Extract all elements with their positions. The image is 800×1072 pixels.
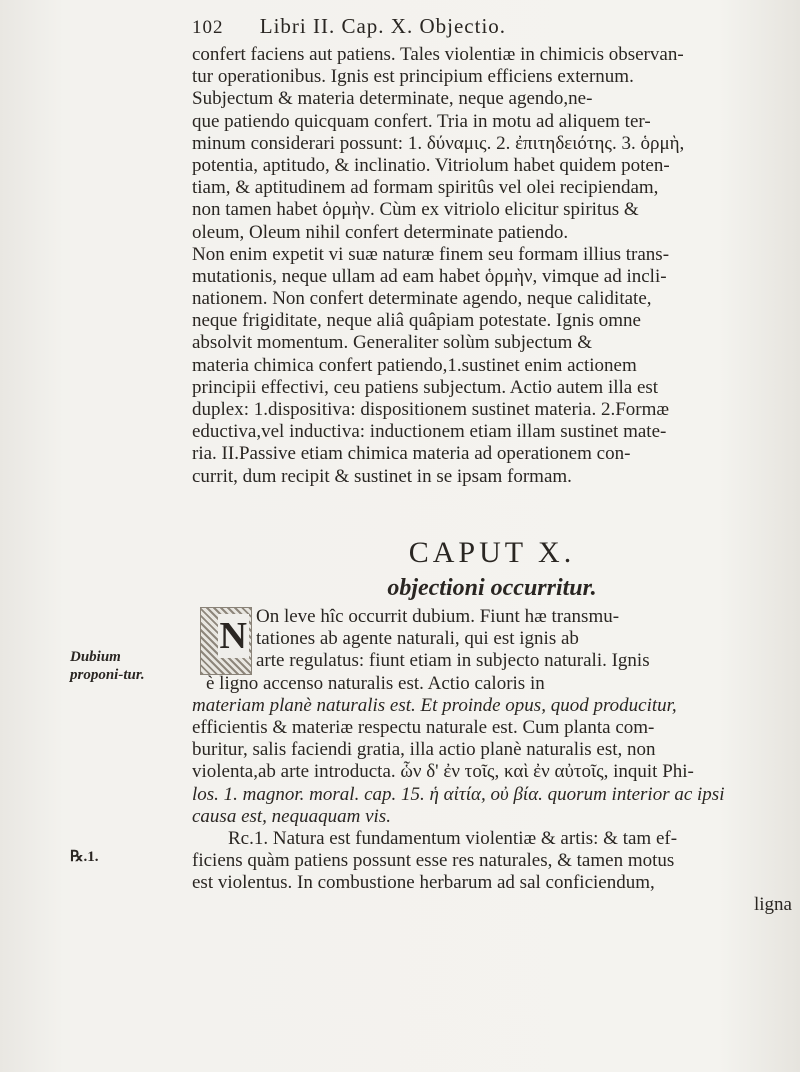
text-line: causa est, nequaquam vis.: [192, 805, 391, 827]
text-line: tationes ab agente naturali, qui est ignis ab: [256, 628, 579, 650]
text-line: tiam, & aptitudinem ad formam spiritûs vel olei recipiendam,: [192, 177, 659, 199]
initial-letter: N: [219, 615, 247, 657]
text-line: buritur, salis faciendi gratia, illa actio planè naturalis est, non: [192, 739, 656, 761]
chapter-paragraph: [192, 606, 792, 917]
text-line: violenta,ab arte introducta. ὧν δ' ἐν τοῖς, καὶ ἐν αὐτοῖς, inquit Phi-: [192, 761, 694, 783]
text-line: oleum, Oleum nihil confert determinate patiendo.: [192, 221, 569, 243]
text-line: tur operationibus. Ignis est principium efficiens externum.: [192, 66, 634, 88]
page-number: 102: [192, 17, 224, 38]
text-line: currit, dum recipit & sustinet in se ipsam formam.: [192, 465, 572, 487]
text-line: non tamen habet ὁρμὴν. Cùm ex vitriolo elicitur spiritus &: [192, 199, 639, 221]
text-line: est violentus. In combustione herbarum ad sal conficiendum,: [192, 872, 655, 894]
text-line: è ligno accenso naturalis est. Actio caloris in: [206, 672, 545, 694]
text-line: que patiendo quicquam confert. Tria in motu ad aliquem ter-: [192, 110, 651, 132]
text-line: Non enim expetit vi suæ naturæ finem seu formam illius trans-: [192, 243, 670, 265]
margin-note-responsio: ℞.1.: [70, 849, 99, 865]
text-line: efficientis & materiæ respectu naturale est. Cum planta com-: [192, 716, 655, 738]
text-line: los. 1. magnor. moral. cap. 15. ἡ αἰτία, οὐ βία. quorum interior ac ipsi: [192, 783, 725, 805]
text-line: potentia, aptitudo, & inclinatio. Vitriolum habet quidem poten-: [192, 154, 670, 176]
text-line: ria. II.Passive etiam chimica materia ad operationem con-: [192, 443, 631, 465]
text-line: On leve hîc occurrit dubium. Fiunt hæ transmu-: [256, 606, 620, 627]
text-line: duplex: 1.dispositiva: dispositionem sustinet materia. 2.Formæ: [192, 399, 670, 420]
text-line: minum considerari possunt: 1. δύναμις. 2. ἐπιτηδειότης. 3. ὁρμὴ,: [192, 132, 685, 154]
text-line: neque frigiditate, neque aliâ quâpiam potestate. Ignis omne: [192, 310, 641, 332]
body-paragraph: [192, 44, 792, 488]
text-line: Subjectum & materia determinate, neque agendo,ne-: [192, 88, 593, 110]
text-line: Rc.1. Natura est fundamentum violentiæ & artis: & tam ef-: [228, 827, 678, 849]
text-line: ficiens quàm patiens possunt esse res naturales, & tamen motus: [192, 850, 675, 872]
text-line: absolvit momentum. Generaliter solùm subjectum &: [192, 332, 592, 354]
text-line: materiam planè naturalis est. Et proinde opus, quod producitur,: [192, 694, 677, 716]
running-title: Libri II. Cap. X. Objectio.: [259, 14, 507, 38]
text-line: eductiva,vel inductiva: inductionem etiam illam sustinet mate-: [192, 421, 667, 443]
text-line: ligna: [754, 894, 792, 916]
running-header: [192, 14, 782, 39]
text-line: confert faciens aut patiens. Tales violentiæ in chimicis observan-: [192, 44, 684, 65]
text-line: arte regulatus: fiunt etiam in subjecto naturali. Ignis: [256, 650, 650, 672]
text-line: principii effectivi, ceu patiens subjectum. Actio autem illa est: [192, 376, 659, 398]
chapter-heading: CAPUT X.: [408, 536, 576, 569]
text-line: mutationis, neque ullam ad eam habet ὁρμὴν, vimque ad incli-: [192, 265, 667, 287]
chapter-subtitle: objectioni occurritur.: [387, 575, 597, 601]
margin-note-dubium: Dubium proponi-tur.: [70, 649, 145, 683]
text-line: materia chimica confert patiendo,1.sustinet enim actionem: [192, 354, 637, 376]
text-line: nationem. Non confert determinate agendo, neque caliditate,: [192, 288, 652, 310]
